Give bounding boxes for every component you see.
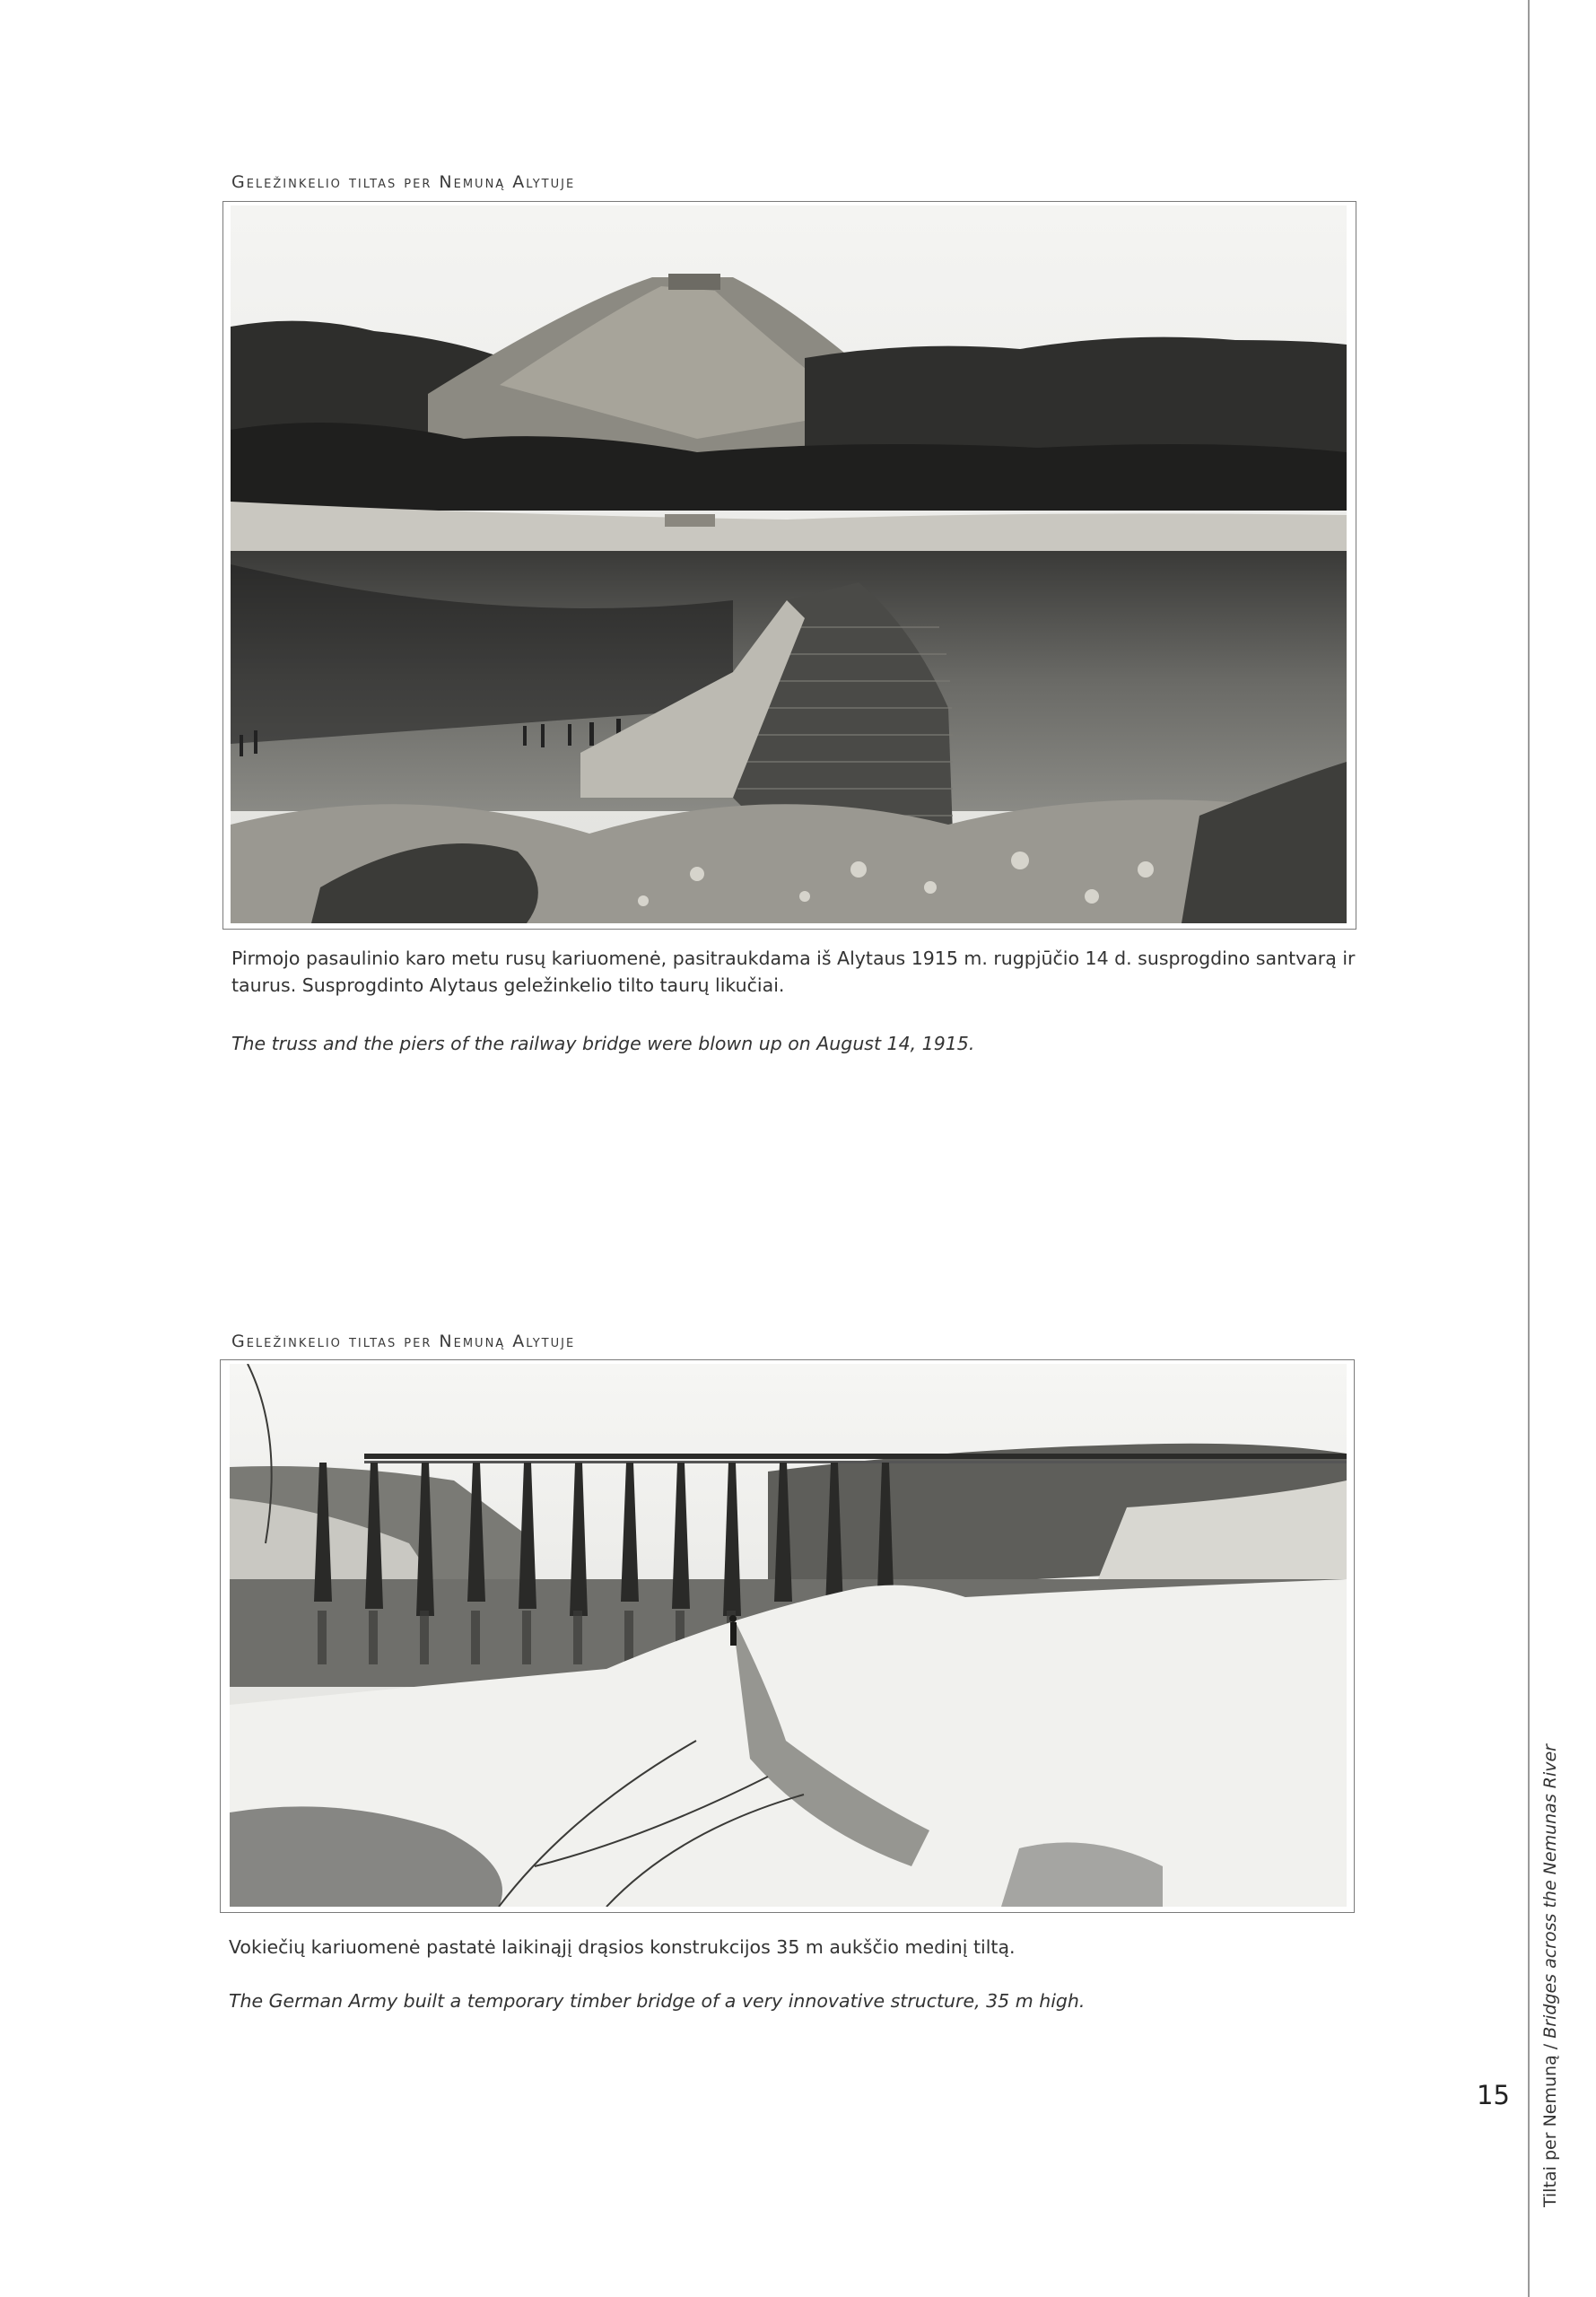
photo-blown-up-bridge-piers (222, 201, 1356, 930)
running-title-separator: / (1540, 2038, 1560, 2056)
section2-caption-lt: Vokiečių kariuomenė pastatė laikinąjį drąsios konstrukcijos 35 m aukščio medinį tiltą. (229, 1936, 1016, 1958)
section1-caption-lt: Pirmojo pasaulinio karo metu rusų kariuomenė, pasitraukdama iš Alytaus 1915 m. rugpjūčio 14 d. susprogdino santvarą ir taurus. Susprogdinto Alytaus geležinkelio tilto taurų likučiai. (231, 948, 1356, 996)
section1-caption-en: The truss and the piers of the railway bridge were blown up on August 14, 1915. (231, 1033, 975, 1054)
photo-temporary-timber-bridge (220, 1359, 1355, 1913)
section1-heading: Geležinkelio tiltas per Nemuną Alytuje (231, 172, 576, 192)
photo-ruined-pier-image (231, 205, 1347, 923)
page-number: 15 (1477, 2080, 1510, 2110)
photo-timber-bridge-image (230, 1364, 1347, 1907)
right-margin-rule (1528, 0, 1530, 2297)
running-title-en: Bridges across the Nemunas River (1540, 1744, 1560, 2039)
running-title-vertical (1536, 1732, 1565, 2207)
section2-heading: Geležinkelio tiltas per Nemuną Alytuje (231, 1332, 576, 1351)
running-title-lt: Tiltai per Nemuną (1540, 2055, 1560, 2207)
section2-caption-en: The German Army built a temporary timber bridge of a very innovative structure, 35 m high. (229, 1990, 1086, 2012)
